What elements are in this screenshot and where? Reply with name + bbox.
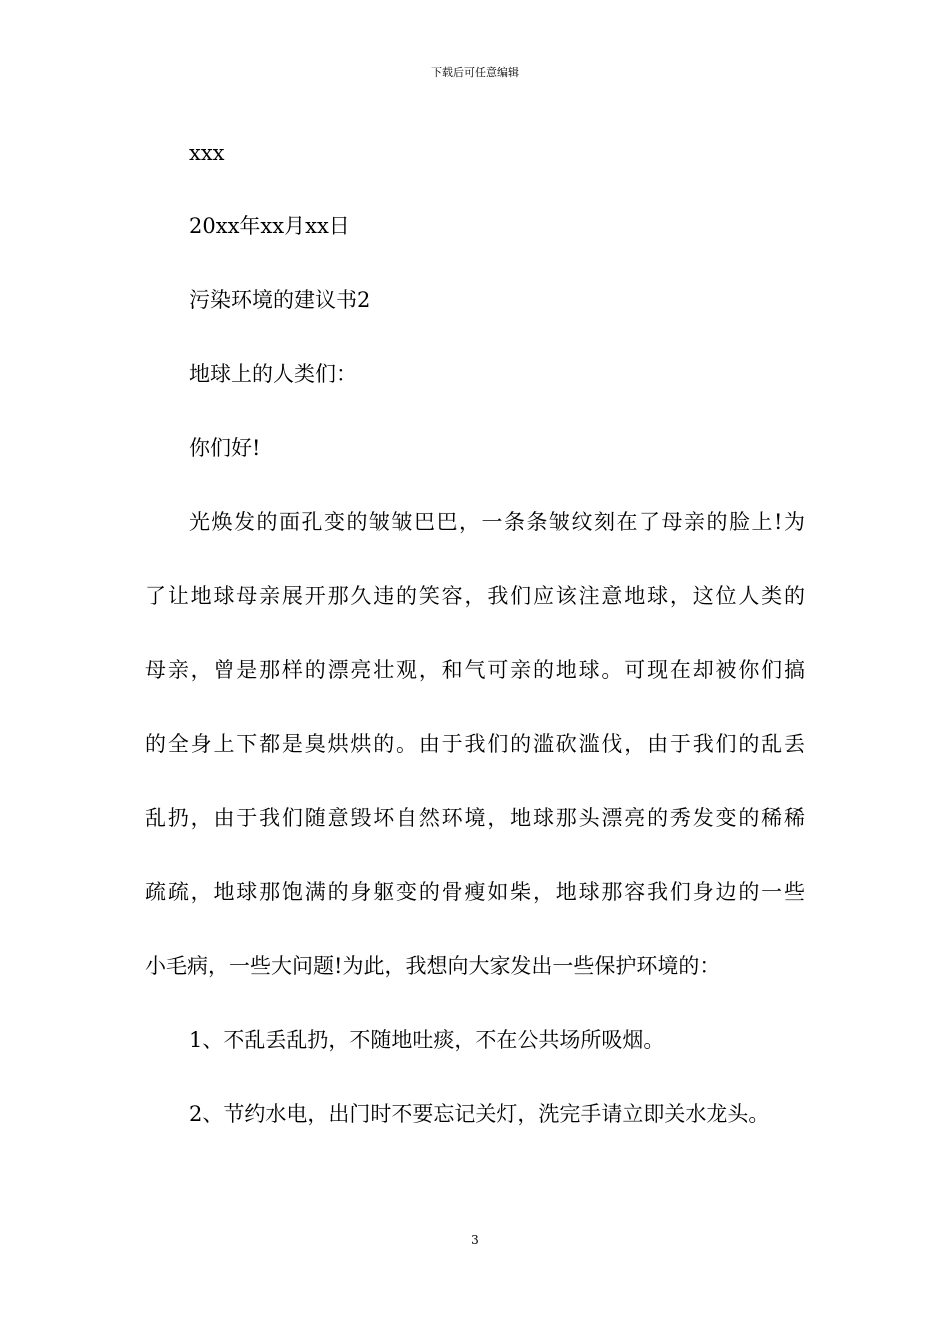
paragraph-line: 小毛病，一些大问题!为此，我想向大家发出一些保护环境的：: [145, 954, 721, 978]
paragraph-line: 光焕发的面孔变的皱皱巴巴，一条条皱纹刻在了母亲的脸上!为: [189, 510, 805, 534]
page-header: 下载后可任意编辑: [431, 66, 519, 79]
signature-name: xxx: [189, 141, 225, 165]
salutation: 地球上的人类们：: [189, 362, 357, 386]
section-title: 污染环境的建议书2: [189, 288, 371, 312]
list-item: 2、节约水电，出门时不要忘记关灯，洗完手请立即关水龙头。: [189, 1102, 770, 1126]
paragraph-line: 母亲，曾是那样的漂亮壮观，和气可亲的地球。可现在却被你们搞: [145, 658, 805, 682]
paragraph-line: 了让地球母亲展开那久违的笑容，我们应该注意地球，这位人类的: [145, 584, 805, 608]
page-number: 3: [471, 1233, 479, 1247]
paragraph-line: 疏疏，地球那饱满的身躯变的骨瘦如柴，地球那容我们身边的一些: [145, 880, 805, 904]
greeting: 你们好!: [189, 436, 261, 460]
paragraph-line: 乱扔，由于我们随意毁坏自然环境，地球那头漂亮的秀发变的稀稀: [145, 806, 805, 830]
list-item: 1、不乱丢乱扔，不随地吐痰，不在公共场所吸烟。: [189, 1028, 665, 1052]
signature-date: 20xx年xx月xx日: [189, 214, 350, 238]
paragraph-line: 的全身上下都是臭烘烘的。由于我们的滥砍滥伐，由于我们的乱丢: [145, 732, 805, 756]
